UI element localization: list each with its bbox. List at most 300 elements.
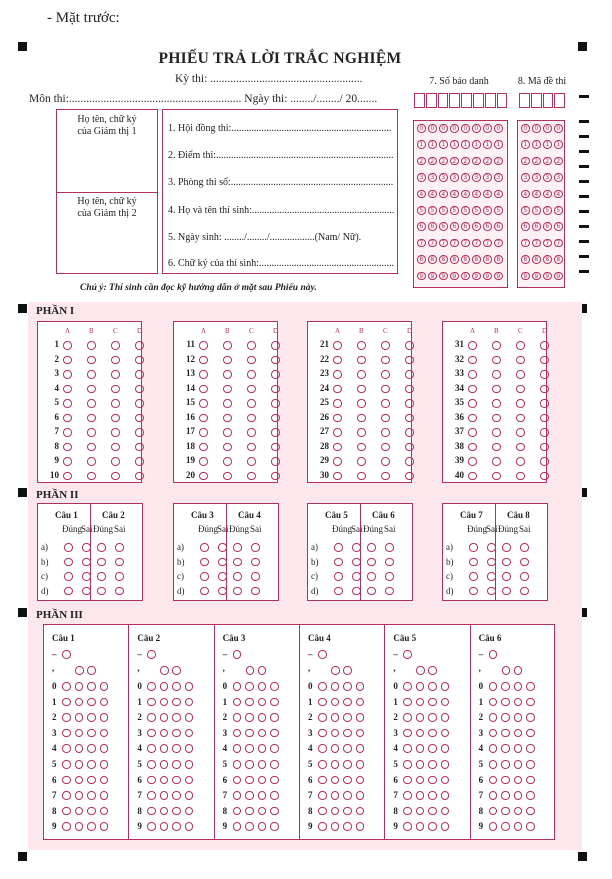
answer-bubble[interactable] bbox=[87, 443, 96, 452]
digit-bubble[interactable] bbox=[185, 729, 194, 738]
digit-bubble[interactable] bbox=[318, 791, 327, 800]
digit-bubble[interactable] bbox=[147, 729, 156, 738]
digit-bubble[interactable] bbox=[514, 822, 523, 831]
digit-bubble[interactable]: 0 bbox=[483, 124, 492, 133]
answer-bubble[interactable] bbox=[405, 341, 414, 350]
digit-bubble[interactable]: 7 bbox=[532, 239, 541, 248]
digit-bubble[interactable]: 3 bbox=[417, 173, 426, 182]
digit-bubble[interactable] bbox=[489, 682, 498, 691]
digit-bubble[interactable] bbox=[416, 822, 425, 831]
digit-bubble[interactable] bbox=[75, 744, 84, 753]
answer-bubble[interactable] bbox=[63, 399, 72, 408]
answer-bubble[interactable] bbox=[199, 370, 208, 379]
digit-bubble[interactable] bbox=[87, 760, 96, 769]
false-bubble[interactable] bbox=[115, 543, 124, 552]
digit-bubble[interactable] bbox=[403, 713, 412, 722]
digit-bubble[interactable] bbox=[501, 713, 510, 722]
digit-bubble[interactable] bbox=[318, 760, 327, 769]
answer-bubble[interactable] bbox=[199, 428, 208, 437]
true-bubble[interactable] bbox=[64, 572, 73, 581]
true-bubble[interactable] bbox=[233, 572, 242, 581]
digit-bubble[interactable] bbox=[185, 807, 194, 816]
digit-bubble[interactable] bbox=[331, 744, 340, 753]
info-room[interactable]: 3. Phòng thi số:................................................................. bbox=[168, 177, 394, 188]
digit-bubble[interactable]: 9 bbox=[543, 272, 552, 281]
true-bubble[interactable] bbox=[200, 543, 209, 552]
answer-bubble[interactable] bbox=[199, 457, 208, 466]
answer-bubble[interactable] bbox=[271, 356, 280, 365]
digit-bubble[interactable] bbox=[172, 729, 181, 738]
digit-bubble[interactable] bbox=[160, 822, 169, 831]
false-bubble[interactable] bbox=[520, 558, 529, 567]
digit-bubble[interactable] bbox=[356, 760, 365, 769]
answer-bubble[interactable] bbox=[199, 414, 208, 423]
digit-bubble[interactable] bbox=[514, 682, 523, 691]
comma-bubble[interactable] bbox=[160, 666, 169, 675]
digit-bubble[interactable]: 6 bbox=[532, 222, 541, 231]
digit-bubble[interactable]: 8 bbox=[494, 255, 503, 264]
digit-bubble[interactable]: 6 bbox=[439, 222, 448, 231]
answer-bubble[interactable] bbox=[540, 356, 549, 365]
answer-bubble[interactable] bbox=[87, 457, 96, 466]
true-bubble[interactable] bbox=[200, 572, 209, 581]
digit-bubble[interactable] bbox=[233, 760, 242, 769]
digit-bubble[interactable]: 8 bbox=[428, 255, 437, 264]
digit-bubble[interactable] bbox=[318, 729, 327, 738]
false-bubble[interactable] bbox=[82, 543, 91, 552]
true-bubble[interactable] bbox=[64, 587, 73, 596]
digit-bubble[interactable] bbox=[343, 760, 352, 769]
false-bubble[interactable] bbox=[218, 572, 227, 581]
answer-bubble[interactable] bbox=[111, 385, 120, 394]
digit-bubble[interactable]: 9 bbox=[483, 272, 492, 281]
digit-bubble[interactable]: 1 bbox=[483, 140, 492, 149]
digit-bubble[interactable]: 8 bbox=[450, 255, 459, 264]
digit-bubble[interactable] bbox=[100, 776, 109, 785]
digit-bubble[interactable] bbox=[331, 729, 340, 738]
digit-bubble[interactable] bbox=[526, 713, 535, 722]
digit-bubble[interactable] bbox=[172, 760, 181, 769]
minus-bubble[interactable] bbox=[62, 650, 71, 659]
digit-bubble[interactable]: 4 bbox=[483, 190, 492, 199]
exam-code-cells[interactable] bbox=[519, 93, 566, 108]
digit-bubble[interactable] bbox=[356, 698, 365, 707]
true-bubble[interactable] bbox=[469, 572, 478, 581]
digit-bubble[interactable] bbox=[403, 807, 412, 816]
digit-bubble[interactable]: 0 bbox=[450, 124, 459, 133]
digit-bubble[interactable] bbox=[160, 791, 169, 800]
digit-bubble[interactable] bbox=[428, 713, 437, 722]
answer-bubble[interactable] bbox=[247, 341, 256, 350]
digit-bubble[interactable] bbox=[441, 822, 450, 831]
digit-bubble[interactable] bbox=[318, 822, 327, 831]
answer-bubble[interactable] bbox=[492, 356, 501, 365]
digit-bubble[interactable] bbox=[343, 776, 352, 785]
answer-bubble[interactable] bbox=[247, 443, 256, 452]
answer-bubble[interactable] bbox=[223, 443, 232, 452]
digit-bubble[interactable] bbox=[233, 729, 242, 738]
digit-bubble[interactable] bbox=[100, 822, 109, 831]
digit-bubble[interactable]: 7 bbox=[439, 239, 448, 248]
answer-bubble[interactable] bbox=[63, 370, 72, 379]
digit-bubble[interactable]: 2 bbox=[428, 157, 437, 166]
digit-bubble[interactable] bbox=[87, 682, 96, 691]
digit-bubble[interactable] bbox=[356, 713, 365, 722]
digit-bubble[interactable] bbox=[403, 822, 412, 831]
digit-bubble[interactable]: 1 bbox=[417, 140, 426, 149]
digit-bubble[interactable] bbox=[160, 729, 169, 738]
digit-bubble[interactable] bbox=[100, 713, 109, 722]
digit-bubble[interactable] bbox=[258, 807, 267, 816]
digit-bubble[interactable] bbox=[356, 729, 365, 738]
true-bubble[interactable] bbox=[502, 558, 511, 567]
answer-bubble[interactable] bbox=[271, 414, 280, 423]
digit-bubble[interactable] bbox=[343, 807, 352, 816]
digit-bubble[interactable] bbox=[75, 729, 84, 738]
answer-bubble[interactable] bbox=[135, 428, 144, 437]
true-bubble[interactable] bbox=[469, 587, 478, 596]
digit-bubble[interactable]: 5 bbox=[417, 206, 426, 215]
digit-bubble[interactable] bbox=[501, 807, 510, 816]
digit-bubble[interactable] bbox=[147, 713, 156, 722]
digit-bubble[interactable]: 0 bbox=[543, 124, 552, 133]
digit-bubble[interactable]: 0 bbox=[554, 124, 563, 133]
answer-bubble[interactable] bbox=[199, 472, 208, 481]
digit-bubble[interactable] bbox=[160, 776, 169, 785]
answer-bubble[interactable] bbox=[87, 399, 96, 408]
comma-bubble[interactable] bbox=[502, 666, 511, 675]
digit-bubble[interactable] bbox=[258, 682, 267, 691]
digit-bubble[interactable]: 9 bbox=[521, 272, 530, 281]
digit-bubble[interactable]: 6 bbox=[483, 222, 492, 231]
answer-bubble[interactable] bbox=[111, 341, 120, 350]
digit-bubble[interactable]: 7 bbox=[428, 239, 437, 248]
digit-bubble[interactable] bbox=[147, 760, 156, 769]
digit-bubble[interactable] bbox=[62, 760, 71, 769]
digit-bubble[interactable]: 1 bbox=[543, 140, 552, 149]
answer-bubble[interactable] bbox=[540, 414, 549, 423]
digit-bubble[interactable] bbox=[501, 791, 510, 800]
digit-bubble[interactable] bbox=[62, 713, 71, 722]
digit-bubble[interactable]: 4 bbox=[494, 190, 503, 199]
answer-bubble[interactable] bbox=[247, 428, 256, 437]
answer-bubble[interactable] bbox=[357, 428, 366, 437]
digit-bubble[interactable] bbox=[233, 682, 242, 691]
digit-bubble[interactable]: 2 bbox=[532, 157, 541, 166]
digit-bubble[interactable] bbox=[356, 807, 365, 816]
answer-bubble[interactable] bbox=[333, 414, 342, 423]
digit-bubble[interactable]: 4 bbox=[417, 190, 426, 199]
digit-bubble[interactable] bbox=[501, 744, 510, 753]
subject-date-field[interactable]: Môn thi:............................................................ Ngày thi: ......../......../ 20....... bbox=[29, 93, 378, 105]
digit-bubble[interactable]: 7 bbox=[461, 239, 470, 248]
digit-bubble[interactable] bbox=[270, 807, 279, 816]
digit-bubble[interactable] bbox=[87, 713, 96, 722]
digit-bubble[interactable] bbox=[233, 776, 242, 785]
false-bubble[interactable] bbox=[251, 572, 260, 581]
digit-bubble[interactable]: 1 bbox=[554, 140, 563, 149]
digit-bubble[interactable] bbox=[160, 760, 169, 769]
digit-bubble[interactable] bbox=[172, 713, 181, 722]
digit-bubble[interactable]: 6 bbox=[472, 222, 481, 231]
digit-bubble[interactable] bbox=[428, 682, 437, 691]
digit-bubble[interactable]: 3 bbox=[472, 173, 481, 182]
answer-bubble[interactable] bbox=[135, 370, 144, 379]
digit-bubble[interactable] bbox=[526, 807, 535, 816]
true-bubble[interactable] bbox=[367, 572, 376, 581]
digit-bubble[interactable] bbox=[403, 729, 412, 738]
digit-bubble[interactable] bbox=[403, 682, 412, 691]
answer-bubble[interactable] bbox=[87, 370, 96, 379]
answer-bubble[interactable] bbox=[516, 472, 525, 481]
answer-bubble[interactable] bbox=[468, 356, 477, 365]
digit-bubble[interactable] bbox=[318, 713, 327, 722]
digit-bubble[interactable]: 8 bbox=[554, 255, 563, 264]
digit-bubble[interactable] bbox=[526, 682, 535, 691]
answer-bubble[interactable] bbox=[492, 472, 501, 481]
digit-bubble[interactable]: 2 bbox=[483, 157, 492, 166]
answer-bubble[interactable] bbox=[405, 443, 414, 452]
true-bubble[interactable] bbox=[334, 587, 343, 596]
digit-bubble[interactable]: 5 bbox=[483, 206, 492, 215]
digit-bubble[interactable] bbox=[185, 776, 194, 785]
digit-bubble[interactable] bbox=[62, 729, 71, 738]
answer-bubble[interactable] bbox=[516, 443, 525, 452]
true-bubble[interactable] bbox=[502, 572, 511, 581]
answer-bubble[interactable] bbox=[405, 399, 414, 408]
answer-bubble[interactable] bbox=[357, 341, 366, 350]
digit-bubble[interactable] bbox=[343, 698, 352, 707]
false-bubble[interactable] bbox=[352, 587, 361, 596]
digit-bubble[interactable]: 9 bbox=[532, 272, 541, 281]
digit-bubble[interactable] bbox=[428, 791, 437, 800]
answer-bubble[interactable] bbox=[492, 385, 501, 394]
false-bubble[interactable] bbox=[520, 543, 529, 552]
digit-bubble[interactable] bbox=[416, 807, 425, 816]
answer-bubble[interactable] bbox=[271, 399, 280, 408]
answer-bubble[interactable] bbox=[381, 443, 390, 452]
false-bubble[interactable] bbox=[251, 587, 260, 596]
true-bubble[interactable] bbox=[502, 587, 511, 596]
digit-bubble[interactable] bbox=[160, 713, 169, 722]
digit-bubble[interactable] bbox=[185, 791, 194, 800]
answer-bubble[interactable] bbox=[223, 370, 232, 379]
digit-bubble[interactable] bbox=[514, 776, 523, 785]
answer-bubble[interactable] bbox=[492, 399, 501, 408]
digit-bubble[interactable] bbox=[258, 698, 267, 707]
digit-bubble[interactable] bbox=[75, 760, 84, 769]
digit-bubble[interactable]: 4 bbox=[461, 190, 470, 199]
answer-bubble[interactable] bbox=[516, 341, 525, 350]
digit-bubble[interactable]: 5 bbox=[439, 206, 448, 215]
answer-bubble[interactable] bbox=[357, 385, 366, 394]
digit-bubble[interactable] bbox=[75, 682, 84, 691]
answer-bubble[interactable] bbox=[405, 370, 414, 379]
true-bubble[interactable] bbox=[97, 572, 106, 581]
answer-bubble[interactable] bbox=[271, 457, 280, 466]
answer-bubble[interactable] bbox=[87, 428, 96, 437]
digit-bubble[interactable] bbox=[62, 791, 71, 800]
false-bubble[interactable] bbox=[82, 558, 91, 567]
answer-bubble[interactable] bbox=[333, 356, 342, 365]
digit-bubble[interactable] bbox=[233, 698, 242, 707]
digit-bubble[interactable] bbox=[172, 791, 181, 800]
digit-bubble[interactable]: 5 bbox=[472, 206, 481, 215]
answer-bubble[interactable] bbox=[540, 370, 549, 379]
answer-bubble[interactable] bbox=[223, 356, 232, 365]
digit-bubble[interactable] bbox=[62, 744, 71, 753]
digit-bubble[interactable] bbox=[87, 698, 96, 707]
digit-bubble[interactable]: 7 bbox=[543, 239, 552, 248]
digit-bubble[interactable] bbox=[87, 729, 96, 738]
digit-bubble[interactable] bbox=[233, 713, 242, 722]
digit-bubble[interactable] bbox=[331, 713, 340, 722]
true-bubble[interactable] bbox=[233, 587, 242, 596]
answer-bubble[interactable] bbox=[63, 414, 72, 423]
answer-bubble[interactable] bbox=[223, 414, 232, 423]
digit-bubble[interactable] bbox=[331, 760, 340, 769]
answer-bubble[interactable] bbox=[492, 341, 501, 350]
comma-bubble[interactable] bbox=[87, 666, 96, 675]
answer-bubble[interactable] bbox=[381, 341, 390, 350]
digit-bubble[interactable] bbox=[318, 698, 327, 707]
answer-bubble[interactable] bbox=[516, 385, 525, 394]
digit-bubble[interactable]: 6 bbox=[521, 222, 530, 231]
digit-bubble[interactable]: 0 bbox=[494, 124, 503, 133]
digit-bubble[interactable]: 4 bbox=[554, 190, 563, 199]
answer-bubble[interactable] bbox=[333, 443, 342, 452]
digit-bubble[interactable]: 3 bbox=[532, 173, 541, 182]
digit-bubble[interactable] bbox=[416, 713, 425, 722]
digit-bubble[interactable]: 9 bbox=[554, 272, 563, 281]
digit-bubble[interactable]: 2 bbox=[461, 157, 470, 166]
digit-bubble[interactable] bbox=[87, 791, 96, 800]
false-bubble[interactable] bbox=[218, 543, 227, 552]
digit-bubble[interactable] bbox=[343, 729, 352, 738]
digit-bubble[interactable] bbox=[514, 729, 523, 738]
digit-bubble[interactable] bbox=[416, 729, 425, 738]
digit-bubble[interactable] bbox=[87, 744, 96, 753]
digit-bubble[interactable] bbox=[489, 791, 498, 800]
digit-bubble[interactable] bbox=[514, 791, 523, 800]
digit-bubble[interactable]: 1 bbox=[521, 140, 530, 149]
digit-bubble[interactable] bbox=[428, 729, 437, 738]
answer-bubble[interactable] bbox=[223, 472, 232, 481]
false-bubble[interactable] bbox=[520, 572, 529, 581]
answer-bubble[interactable] bbox=[540, 399, 549, 408]
answer-bubble[interactable] bbox=[87, 385, 96, 394]
answer-bubble[interactable] bbox=[63, 356, 72, 365]
digit-bubble[interactable]: 8 bbox=[461, 255, 470, 264]
answer-bubble[interactable] bbox=[271, 443, 280, 452]
digit-bubble[interactable] bbox=[514, 760, 523, 769]
false-bubble[interactable] bbox=[352, 543, 361, 552]
digit-bubble[interactable] bbox=[318, 744, 327, 753]
digit-bubble[interactable] bbox=[331, 807, 340, 816]
digit-bubble[interactable] bbox=[245, 822, 254, 831]
digit-bubble[interactable] bbox=[428, 807, 437, 816]
digit-bubble[interactable]: 8 bbox=[483, 255, 492, 264]
digit-bubble[interactable] bbox=[356, 744, 365, 753]
answer-bubble[interactable] bbox=[381, 356, 390, 365]
true-bubble[interactable] bbox=[367, 587, 376, 596]
digit-bubble[interactable]: 9 bbox=[494, 272, 503, 281]
digit-bubble[interactable] bbox=[441, 791, 450, 800]
true-bubble[interactable] bbox=[334, 558, 343, 567]
answer-bubble[interactable] bbox=[492, 428, 501, 437]
answer-bubble[interactable] bbox=[492, 414, 501, 423]
digit-bubble[interactable]: 5 bbox=[450, 206, 459, 215]
answer-bubble[interactable] bbox=[199, 385, 208, 394]
answer-bubble[interactable] bbox=[540, 428, 549, 437]
digit-bubble[interactable]: 2 bbox=[554, 157, 563, 166]
answer-bubble[interactable] bbox=[333, 457, 342, 466]
digit-bubble[interactable]: 2 bbox=[450, 157, 459, 166]
minus-bubble[interactable] bbox=[318, 650, 327, 659]
digit-bubble[interactable] bbox=[441, 698, 450, 707]
answer-bubble[interactable] bbox=[271, 385, 280, 394]
digit-bubble[interactable] bbox=[270, 791, 279, 800]
digit-bubble[interactable] bbox=[75, 807, 84, 816]
answer-bubble[interactable] bbox=[63, 457, 72, 466]
digit-bubble[interactable] bbox=[147, 807, 156, 816]
comma-bubble[interactable] bbox=[331, 666, 340, 675]
digit-bubble[interactable]: 1 bbox=[428, 140, 437, 149]
digit-bubble[interactable]: 3 bbox=[494, 173, 503, 182]
digit-bubble[interactable]: 7 bbox=[554, 239, 563, 248]
digit-bubble[interactable] bbox=[489, 807, 498, 816]
digit-bubble[interactable] bbox=[526, 760, 535, 769]
digit-bubble[interactable]: 0 bbox=[472, 124, 481, 133]
answer-bubble[interactable] bbox=[111, 356, 120, 365]
digit-bubble[interactable]: 6 bbox=[461, 222, 470, 231]
digit-bubble[interactable] bbox=[147, 822, 156, 831]
answer-bubble[interactable] bbox=[468, 443, 477, 452]
digit-bubble[interactable]: 6 bbox=[494, 222, 503, 231]
answer-bubble[interactable] bbox=[111, 370, 120, 379]
digit-bubble[interactable] bbox=[501, 698, 510, 707]
false-bubble[interactable] bbox=[487, 572, 496, 581]
true-bubble[interactable] bbox=[469, 558, 478, 567]
digit-bubble[interactable]: 6 bbox=[543, 222, 552, 231]
digit-bubble[interactable] bbox=[172, 698, 181, 707]
answer-bubble[interactable] bbox=[111, 399, 120, 408]
digit-bubble[interactable] bbox=[270, 776, 279, 785]
digit-bubble[interactable] bbox=[258, 791, 267, 800]
false-bubble[interactable] bbox=[385, 543, 394, 552]
digit-bubble[interactable] bbox=[343, 791, 352, 800]
digit-bubble[interactable] bbox=[416, 760, 425, 769]
digit-bubble[interactable] bbox=[172, 744, 181, 753]
answer-bubble[interactable] bbox=[247, 356, 256, 365]
answer-bubble[interactable] bbox=[468, 472, 477, 481]
digit-bubble[interactable] bbox=[100, 744, 109, 753]
answer-bubble[interactable] bbox=[468, 414, 477, 423]
digit-bubble[interactable] bbox=[343, 744, 352, 753]
digit-bubble[interactable]: 9 bbox=[472, 272, 481, 281]
digit-bubble[interactable]: 8 bbox=[532, 255, 541, 264]
digit-bubble[interactable] bbox=[185, 698, 194, 707]
answer-bubble[interactable] bbox=[135, 341, 144, 350]
digit-bubble[interactable] bbox=[270, 822, 279, 831]
answer-bubble[interactable] bbox=[492, 457, 501, 466]
answer-bubble[interactable] bbox=[357, 472, 366, 481]
digit-bubble[interactable] bbox=[75, 698, 84, 707]
answer-bubble[interactable] bbox=[492, 370, 501, 379]
true-bubble[interactable] bbox=[97, 543, 106, 552]
digit-bubble[interactable] bbox=[331, 682, 340, 691]
answer-bubble[interactable] bbox=[63, 341, 72, 350]
